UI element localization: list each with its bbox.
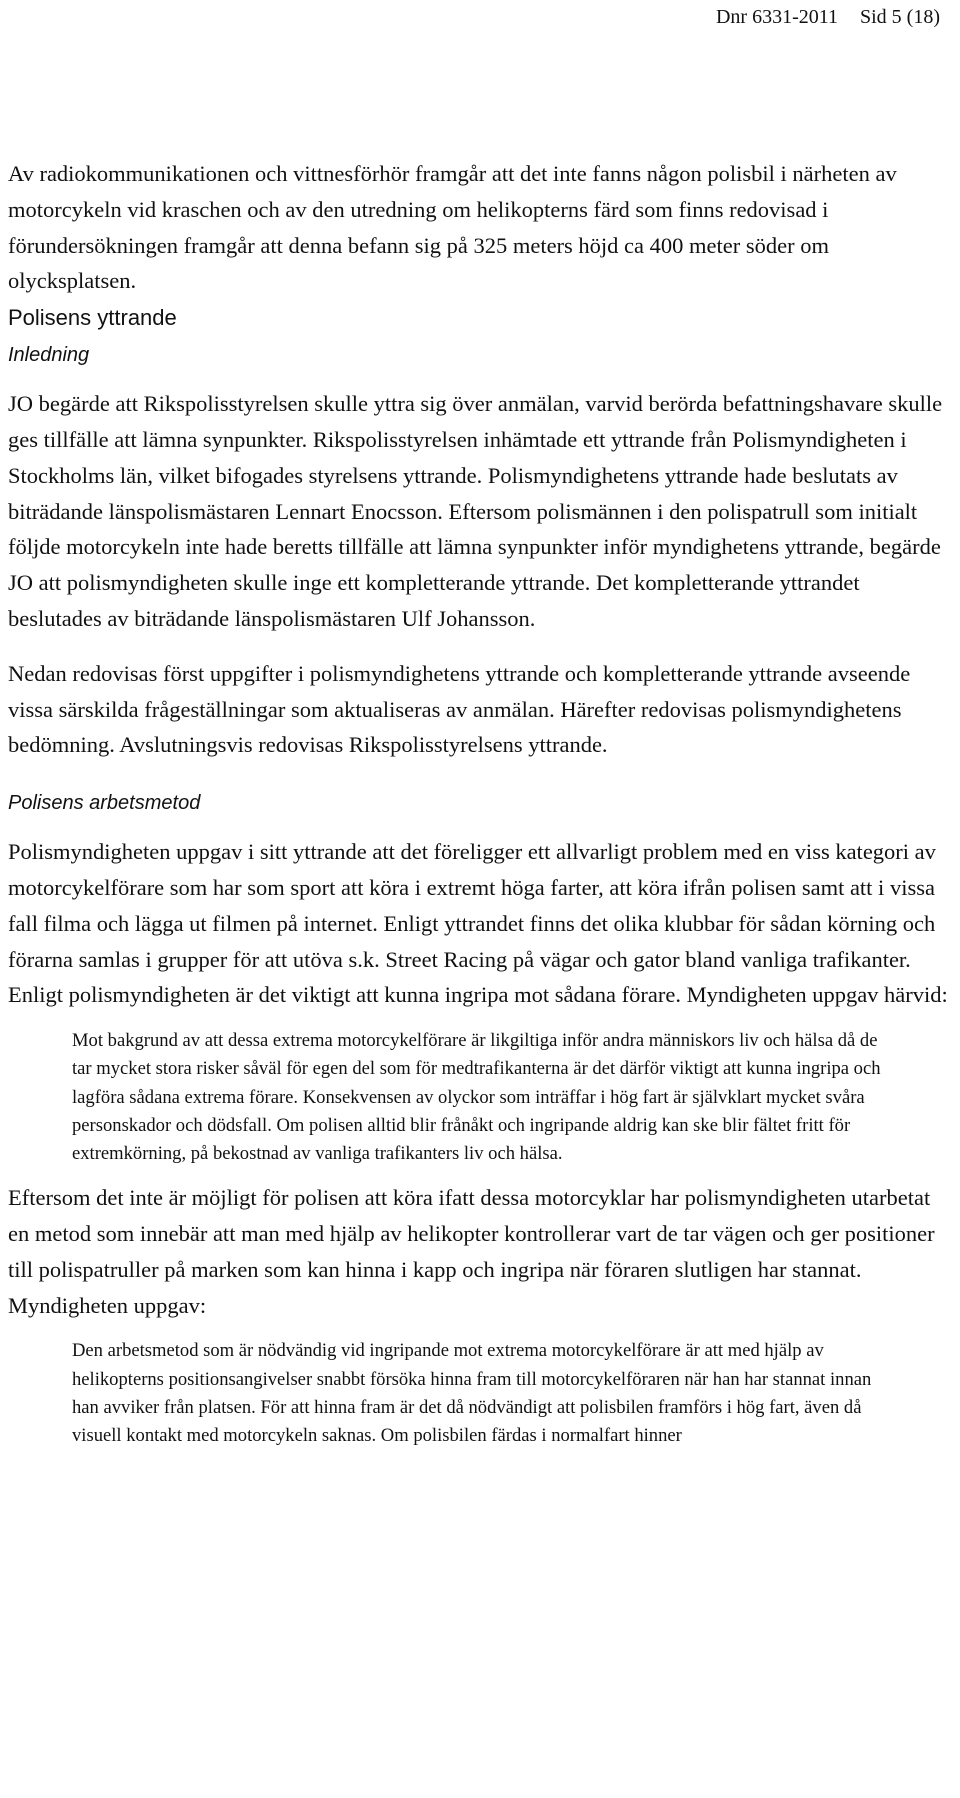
paragraph-problem-description: Polismyndigheten uppgav i sitt yttrande att det föreligger ett allvarligt problem med en viss kategori av motorcykelförare som har som sport att köra i extremt höga farter, att köra ifrån polisen samt att i vissa fall filma och lägga ut filmen på internet. Enligt yttrandet finns det olika klubbar för sådan körning och förarna samlas i grupper för att utöva s.k. Street Racing på vägar och gator bland vanliga trafikanter. Enligt polismyndigheten är det viktigt att kunna ingripa mot sådana förare. Myndigheten uppgav härvid:: [8, 839, 948, 1008]
document-body: [8, 156, 948, 1450]
page-number: Sid 5 (18): [860, 6, 940, 28]
heading-polisens-yttrande: Polisens yttrande: [8, 305, 177, 331]
paragraph-overview: Nedan redovisas först uppgifter i polismyndighetens yttrande och kompletterande yttrande avseende vissa särskilda frågeställningar som aktualiseras av anmälan. Härefter redovisas polismyndighetens bedömning. Avslutningsvis redovisas Rikspolisstyrelsens yttrande.: [8, 660, 911, 758]
document-reference: Dnr 6331-2011: [715, 6, 838, 28]
quote-extreme-riders: Mot bakgrund av att dessa extrema motorcykelförare är likgiltiga inför andra människors liv och hälsa då de tar mycket stora risker såväl för egen del som för medtrafikanterna är det därför viktigt att kunna ingripa och lagföra sådana extrema förare. Konsekvensen av olyckor som inträffar i hög fart är självklart mycket svåra personskador och dödsfall. Om polisen alltid blir frånåkt och ingripande aldrig kan ske blir fältet fritt för extremkörning, på bekostnad av vanliga trafikanters liv och hälsa.: [72, 1030, 881, 1164]
paragraph-helicopter-method: Eftersom det inte är möjligt för polisen att köra ifatt dessa motorcyklar har polismyndigheten utarbetat en metod som innebär att man med hjälp av helikopter kontrollerar vart de tar vägen och ger positioner till polispatruller på marken som kan hinna i kapp och ingripa när föraren slutligen har stannat. Myndigheten uppgav:: [8, 1185, 935, 1318]
page-header: [716, 4, 940, 30]
paragraph-jo-request: JO begärde att Rikspolisstyrelsen skulle yttra sig över anmälan, varvid berörda befattningshavare skulle ges tillfälle att lämna synpunkter. Rikspolisstyrelsen inhämtade ett yttrande från Polismyndigheten i Stockholms län, vilket bifogades styrelsens yttrande. Polismyndighetens yttrande hade beslutats av biträdande länspolismästaren Lennart Enocsson. Eftersom polismännen i den polispatrull som initialt följde motorcykeln inte hade beretts tillfälle att lämna synpunkter inför myndighetens yttrande, begärde JO att polismyndigheten skulle inge ett kompletterande yttrande. Det kompletterande yttrandet beslutades av biträdande länspolismästaren Ulf Johansson.: [8, 391, 943, 631]
heading-polisens-arbetsmetod: Polisens arbetsmetod: [8, 792, 201, 815]
heading-inledning: Inledning: [8, 344, 90, 367]
paragraph-radio-communication: Av radiokommunikationen och vittnesförhör framgår att det inte fanns någon polisbil i närheten av motorcykeln vid kraschen och av den utredning om helikopterns färd som finns redovisad i förundersökningen framgår att denna befann sig på 325 meters höjd ca 400 meter söder om olycksplatsen.: [8, 161, 897, 294]
quote-working-method: Den arbetsmetod som är nödvändig vid ingripande mot extrema motorcykelförare är att med hjälp av helikopterns positionsangivelser snabbt försöka hinna fram till motorcykelföraren när han har stannat innan han avviker från platsen. För att hinna fram är det då nödvändigt att polisbilen framförs i hög fart, även då visuell kontakt med motorcykeln saknas. Om polisbilen färdas i normalfart hinner: [72, 1340, 872, 1446]
